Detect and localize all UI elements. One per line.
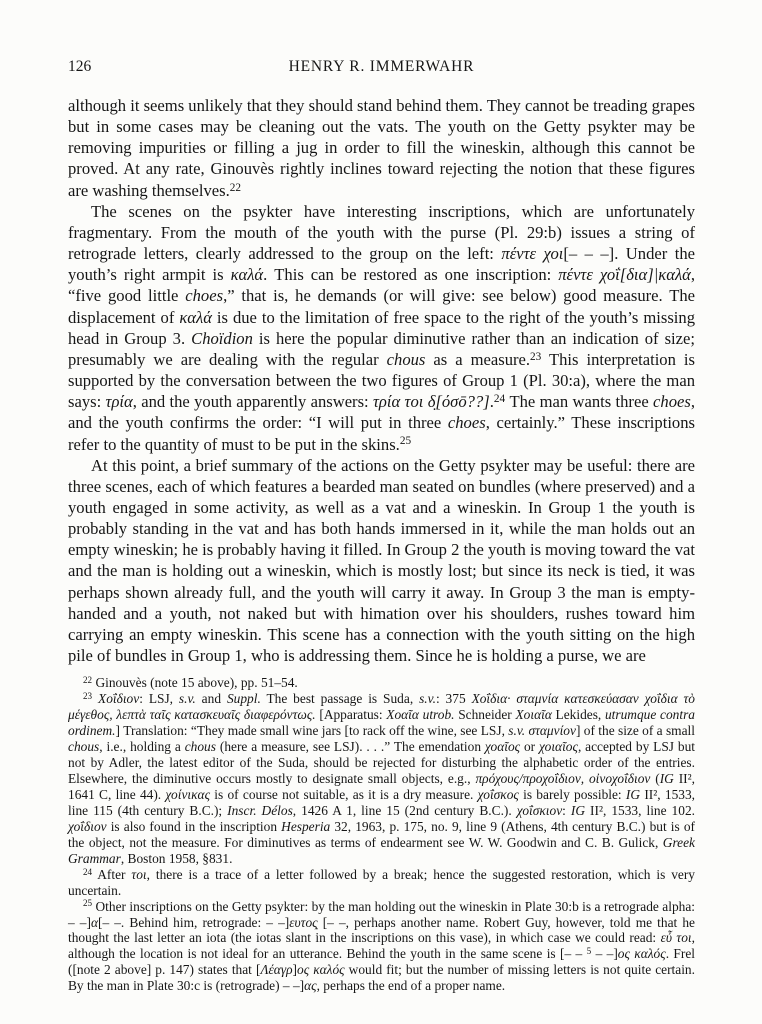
text-run: is barely possible: <box>518 786 626 802</box>
text-run: as a measure. <box>425 349 531 369</box>
emphasized-text: πέντε χοΐ[δια]|καλά <box>558 265 691 285</box>
text-run: : LSJ, <box>139 691 179 707</box>
text-run: . Frel ([note 2 above] p. 147) states that [ <box>68 946 695 978</box>
emphasized-text: Χοαῖα <box>386 707 419 723</box>
emphasized-text: s.v. <box>419 691 436 707</box>
emphasized-text: χοιαῖος <box>539 739 578 755</box>
footnote-marker: 25 <box>83 898 93 909</box>
text-run: and <box>195 691 227 707</box>
text-run: [– –, perhaps another name. Robert Guy, however, told me that he thought the last letter an iota (the iotas slant in the inscriptions on this vase), in which case we could read: <box>68 914 695 946</box>
text-run: , 1426 A 1, line 15 (2nd century B.C.). <box>292 802 517 818</box>
emphasized-text: choes <box>447 413 486 433</box>
text-run: is here the popular diminutive rather than an indication of size; presumably we are dealing with the regular <box>68 328 695 369</box>
text-run: (here a measure, see LSJ). . . .” The emendation <box>215 739 485 755</box>
emphasized-text: ος καλός <box>297 962 345 978</box>
text-run: – –] <box>591 946 618 962</box>
text-run: is of course not suitable, as it is a dry measure. <box>210 786 478 802</box>
emphasized-text: IG <box>570 802 586 818</box>
emphasized-text: χοΐσκιον <box>516 802 563 818</box>
text-run: ,” that is, he demands (or will give: see below) good measure. The displacement of <box>68 286 695 327</box>
text-run: : 375 <box>435 691 472 707</box>
emphasized-text: IG <box>659 770 674 786</box>
emphasized-text: Λέαγρ <box>260 962 293 978</box>
emphasized-text: καλά <box>230 265 264 285</box>
text-run: is due to the limitation of free space to the right of the youth’s missing head in Group 3. <box>68 307 695 348</box>
text-run: Other inscriptions on the Getty psykter: by the man holding out the wineskin in Plate 30:b is a retrograde alpha: – –] <box>68 898 695 930</box>
text-run: , there is a trace of a letter followed by a break; hence the suggested restoration, which is very uncertain. <box>68 866 695 898</box>
text-run: Ginouvès (note 15 above), pp. 51–54. <box>92 675 298 691</box>
text-run: , and the youth apparently answers: <box>132 392 373 412</box>
emphasized-text: εὖ τοι <box>660 930 692 946</box>
emphasized-text: utrumque contra ordinem. <box>68 707 695 739</box>
emphasized-text: πέντε χοι <box>501 244 564 264</box>
emphasized-text: τρία <box>105 392 133 412</box>
text-run: , certainly.” These inscriptions refer to the quantity of must to be put in the skins. <box>68 413 695 454</box>
paragraph <box>68 455 695 667</box>
emphasized-text: s.v. <box>178 691 196 707</box>
emphasized-text: ος καλός <box>617 946 666 962</box>
emphasized-text: chous <box>386 349 426 369</box>
emphasized-text: τοι <box>131 866 147 882</box>
text-run: ( <box>650 770 660 786</box>
text-run: 32, 1963, p. 175, no. 9, line 9 (Athens, 4th century B.C.) but is of the object, not the measure. For diminutives as terms of endearment see W. W. Goodwin and C. B. Gulick, <box>68 818 695 850</box>
text-run: or <box>520 739 540 755</box>
emphasized-text: Χοΐδιον <box>98 691 140 707</box>
emphasized-text: chous <box>68 739 100 755</box>
superscript-reference: 23 <box>530 350 542 363</box>
emphasized-text: τρία τοι δ̣[όσō??] <box>372 392 490 412</box>
superscript-reference: 22 <box>229 181 242 194</box>
text-run: This interpretation is supported by the conversation between the two figures of Group 1 (Pl. 30:a), where the man says: <box>68 349 695 412</box>
emphasized-text: Inscr. Délos <box>227 802 293 818</box>
emphasized-text: χοίνικας <box>165 786 211 802</box>
emphasized-text: χοΐσκος <box>477 786 519 802</box>
text-run: II², 1533, line 102. <box>585 802 695 818</box>
text-run: The best passage is Suda, <box>260 691 420 707</box>
text-run: [Apparatus: <box>315 707 387 723</box>
emphasized-text: σταμνίον <box>528 723 576 739</box>
footnote-marker: 24 <box>83 866 93 877</box>
page-number: 126 <box>68 58 92 75</box>
emphasized-text: s.v. <box>508 723 526 739</box>
emphasized-text: ας <box>304 978 317 994</box>
emphasized-text: choes <box>653 392 691 412</box>
emphasized-text: chous <box>184 739 216 755</box>
text-run: ] of the size of a small <box>575 723 695 739</box>
text-run: . <box>489 392 494 412</box>
text-run: , i.e., holding a <box>99 739 185 755</box>
text-run: ] Translation: “They made small wine jars [to rack off the wine, see LSJ, <box>115 723 509 739</box>
text-run: , although the location is not ideal for an utterance. Behind the youth in the same scene is [– – <box>68 930 695 962</box>
paragraph <box>68 201 695 455</box>
paragraph <box>68 95 695 201</box>
text-run: After <box>92 866 132 882</box>
footnotes <box>68 675 695 994</box>
text-run: [– – –]. Under the youth’s right armpit is <box>68 244 695 285</box>
superscript-reference: 24 <box>493 393 506 406</box>
footnote-24 <box>68 867 695 899</box>
emphasized-text: Greek Grammar <box>68 834 695 866</box>
text-run: Schneider <box>454 707 516 723</box>
text-run: . This can be restored as one inscription: <box>263 265 559 285</box>
emphasized-text: utrob. <box>422 707 455 723</box>
emphasized-text: ευτος̣ <box>289 914 318 930</box>
text-run: II², 1533, line 115 (4th century B.C.); <box>68 786 696 818</box>
text-run: II², 1641 C, line 44). <box>68 770 695 802</box>
emphasized-text: Suppl. <box>226 691 261 707</box>
text-run: , perhaps the end of a proper name. <box>316 978 506 994</box>
footnote-marker: 23 <box>83 691 93 702</box>
superscript-reference: 25 <box>399 435 412 448</box>
footnote-marker: 22 <box>83 675 93 686</box>
emphasized-text: Χοΐδια· σταμνία κατεσκεύασαν χοΐδια τὸ μέγεθος, λεπτὰ ταῖς κατασκευαῖς διαφερόντως. <box>68 691 696 723</box>
emphasized-text: choes <box>185 286 224 306</box>
text-run: , accepted by LSJ but not by Adler, the latest editor of the Suda, should be rejected for disturbing the alphabetic order of the entries. Elsewhere, the diminutive occurs mostly to designate small objects, e.g., <box>68 739 695 786</box>
footnote-23 <box>68 691 695 866</box>
text-run: , and the youth confirms the order: “I will put in three <box>68 392 695 433</box>
emphasized-text: καλά <box>179 307 212 327</box>
running-head: HENRY R. IMMERWAHR <box>288 58 475 75</box>
page-header <box>68 57 695 76</box>
text-run: would fit; but the number of missing letters is not quite certain. By the man in Plate 30:c is (retrograde) – –] <box>68 962 695 994</box>
emphasized-text: χοΐδιον <box>68 818 107 834</box>
emphasized-text: πρόχους/προχοΐδιον, οἰνοχοΐδιον <box>475 770 651 786</box>
emphasized-text: α <box>90 914 98 930</box>
text-run: [– –. Behind him, retrograde: – –] <box>97 914 290 930</box>
emphasized-text: Hesperia <box>281 818 331 834</box>
text-run: , Boston 1958, §831. <box>120 850 233 866</box>
emphasized-text: Choïdion <box>191 328 253 348</box>
text-run: : <box>562 802 571 818</box>
footnote-25 <box>68 899 695 995</box>
text-run: The man wants three <box>505 392 654 412</box>
footnote-22 <box>68 675 695 691</box>
emphasized-text: IG <box>625 786 641 802</box>
text-run: ] <box>292 962 298 978</box>
text-run: Lekides, <box>551 707 605 723</box>
text-run: although it seems unlikely that they should stand behind them. They cannot be treading grapes but in some cases may be cleaning out the vats. The youth on the Getty psykter may be removing impurities or filling a jug in order to fill the wineskin, although this cannot be proved. At any rate, Ginouvès rightly inclines toward rejecting the notion that these figures are washing themselves. <box>68 96 695 200</box>
body-text <box>68 95 695 666</box>
text-run: At this point, a brief summary of the actions on the Getty psykter may be useful: there are three scenes, each of which features a bearded man seated on bundles (where preserved) and a youth engaged in some activity, as well as a vat and a wineskin. In Group 1 the youth is probably standing in the vat and has both hands immersed in it, while the man holds out an empty wineskin; he is probably having it filled. In Group 2 the youth is moving toward the vat and the man is holding out a wineskin, which is mostly lost; but since its neck is tied, it was perhaps shown already full, and the youth will carry it away. In Group 3 the man is empty-handed and a youth, not naked but with himation over his shoulders, rushes toward him carrying an empty wineskin. This scene has a connection with the youth sitting on the high pile of bundles in Group 1, who is addressing them. Since he is holding a purse, we are <box>68 455 695 666</box>
text-run: The scenes on the psykter have interesting inscriptions, which are unfortunately fragmentary. From the mouth of the youth with the purse (Pl. 29:b) issues a string of retrograde letters, clearly addressed to the group on the left: <box>68 201 695 264</box>
text-run: , “five good little <box>68 265 696 306</box>
text-run: is also found in the inscription <box>106 818 282 834</box>
superscript-reference: 5 <box>586 946 592 957</box>
emphasized-text: χοαῖος <box>484 739 521 755</box>
emphasized-text: Χοιαῖα <box>515 707 552 723</box>
